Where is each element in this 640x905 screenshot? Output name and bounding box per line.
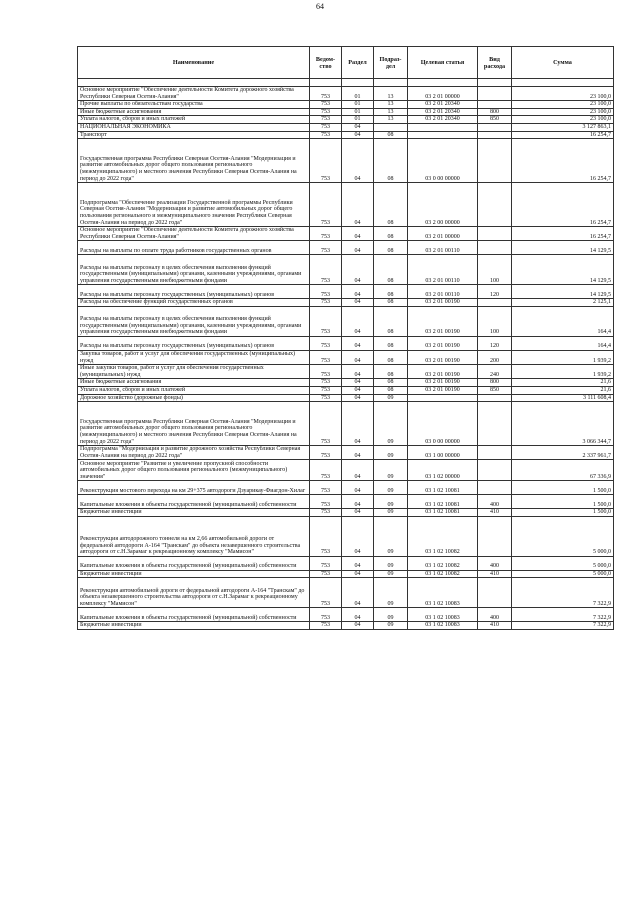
cell-ved: 753 <box>310 386 342 394</box>
cell-sum: 23 100,0 <box>512 116 614 124</box>
cell-sum: 1 500,0 <box>512 481 614 495</box>
cell-podrazdel: 09 <box>374 556 408 570</box>
table-row <box>78 622 614 630</box>
cell-target-article: 03 1 02 10083 <box>408 578 478 608</box>
cell-target-article: 03 2 01 00190 <box>408 379 478 387</box>
cell-name: Государственная программа Республики Северная Осетия-Алания "Модернизация и развитие автомобильных дорог общего пользования регионального (межмуниципального) и местного значения Республики Северная Осетия-Алания на период до 2022 года" <box>78 402 310 446</box>
cell-ved: 753 <box>310 495 342 509</box>
cell-razdel: 04 <box>342 379 374 387</box>
cell-ved: 753 <box>310 460 342 481</box>
cell-ved: 753 <box>310 556 342 570</box>
cell-ved: 753 <box>310 87 342 101</box>
cell-name: Закупка товаров, работ и услуг для обеспечения государственных (муниципальных) нужд <box>78 350 310 364</box>
cell-razdel: 04 <box>342 299 374 307</box>
header-ved: Ведом-ство <box>310 47 342 79</box>
cell-target-article: 03 2 01 00110 <box>408 255 478 285</box>
cell-expense-type: 850 <box>478 116 512 124</box>
cell-podrazdel <box>374 123 408 131</box>
cell-name: НАЦИОНАЛЬНАЯ ЭКОНОМИКА <box>78 123 310 131</box>
cell-target-article: 03 1 00 00000 <box>408 446 478 460</box>
table-row <box>78 608 614 622</box>
cell-expense-type <box>478 578 512 608</box>
cell-sum: 14 129,5 <box>512 285 614 299</box>
cell-name: Бюджетные инвестиции <box>78 622 310 630</box>
cell-target-article: 03 2 01 20340 <box>408 116 478 124</box>
cell-razdel: 04 <box>342 306 374 336</box>
cell-name: Капитальные вложения в объекты государственной (муниципальной) собственности <box>78 556 310 570</box>
table-row <box>78 299 614 307</box>
cell-podrazdel: 08 <box>374 131 408 139</box>
cell-sum: 7 322,9 <box>512 578 614 608</box>
table-row <box>78 227 614 241</box>
cell-sum: 3 066 344,7 <box>512 402 614 446</box>
cell-sum: 1 500,0 <box>512 495 614 509</box>
cell-name: Бюджетные инвестиции <box>78 570 310 578</box>
cell-name: Основное мероприятие "Обеспечение деятельности Комитета дорожного хозяйства Республики Северная Осетия-Алания" <box>78 227 310 241</box>
cell-sum: 3 111 608,4 <box>512 394 614 402</box>
cell-razdel: 04 <box>342 481 374 495</box>
cell-expense-type <box>478 131 512 139</box>
cell-razdel: 04 <box>342 350 374 364</box>
cell-expense-type <box>478 446 512 460</box>
cell-expense-type <box>478 87 512 101</box>
cell-sum: 14 129,5 <box>512 241 614 255</box>
cell-target-article: 03 2 01 20340 <box>408 101 478 109</box>
cell-name: Реконструкция автодорожного тоннеля на км 2,66 автомобильной дороги от федеральной автодороги А-164 "Транскам" до объекта незавершенного строительства автодороги от с.Н.Зарамаг к рекреационному комплексу "Мамисон" <box>78 516 310 556</box>
header-name: Наименование <box>78 47 310 79</box>
table-row <box>78 446 614 460</box>
cell-podrazdel: 08 <box>374 306 408 336</box>
cell-ved: 753 <box>310 578 342 608</box>
cell-expense-type <box>478 299 512 307</box>
cell-expense-type <box>478 516 512 556</box>
cell-sum: 3 127 863,1 <box>512 123 614 131</box>
cell-sum: 14 129,5 <box>512 255 614 285</box>
cell-name: Уплата налогов, сборов и иных платежей <box>78 386 310 394</box>
cell-target-article: 03 1 02 10081 <box>408 509 478 517</box>
cell-name: Иные бюджетные ассигнования <box>78 379 310 387</box>
table-row <box>78 285 614 299</box>
cell-target-article <box>408 394 478 402</box>
cell-expense-type: 120 <box>478 336 512 350</box>
cell-name: Государственная программа Республики Северная Осетия-Алания "Модернизация и развитие автомобильных дорог общего пользования регионального (межмуниципального) и местного значения Республики Северная Осетия-Алания на период до 2022 года" <box>78 139 310 183</box>
cell-target-article: 03 2 01 00190 <box>408 350 478 364</box>
cell-ved: 753 <box>310 123 342 131</box>
table-row <box>78 101 614 109</box>
cell-razdel: 04 <box>342 365 374 379</box>
cell-podrazdel: 08 <box>374 299 408 307</box>
cell-name: Основное мероприятие "Обеспечение деятельности Комитета дорожного хозяйства Республики Северная Осетия-Алания" <box>78 87 310 101</box>
cell-razdel: 04 <box>342 608 374 622</box>
header-target-article: Целевая статья <box>408 47 478 79</box>
cell-target-article: 03 1 02 10081 <box>408 481 478 495</box>
cell-name: Реконструкция автомобильной дороги от федеральной автодороги А-164 "Транскам" до объекта незавершенного строительства автодороги от с.Н.Зарамаг к рекреационному комплексу "Мамисон" <box>78 578 310 608</box>
cell-sum: 67 336,9 <box>512 460 614 481</box>
cell-razdel: 04 <box>342 123 374 131</box>
header-podrazdel: Подраз-дел <box>374 47 408 79</box>
cell-sum: 16 254,7 <box>512 227 614 241</box>
table-row <box>78 116 614 124</box>
cell-sum: 5 000,0 <box>512 516 614 556</box>
cell-name: Подпрограмма "Модернизация и развитие дорожного хозяйства Республики Северная Осетия-Алания на период до 2022 года" <box>78 446 310 460</box>
cell-target-article: 03 1 02 10083 <box>408 622 478 630</box>
cell-name: Капитальные вложения в объекты государственной (муниципальной) собственности <box>78 608 310 622</box>
cell-target-article: 03 2 01 00190 <box>408 306 478 336</box>
cell-sum: 2 337 961,7 <box>512 446 614 460</box>
cell-name: Капитальные вложения в объекты государственной (муниципальной) собственности <box>78 495 310 509</box>
cell-razdel: 04 <box>342 336 374 350</box>
cell-target-article <box>408 123 478 131</box>
cell-target-article: 03 2 00 00000 <box>408 183 478 227</box>
cell-podrazdel: 13 <box>374 101 408 109</box>
cell-ved: 753 <box>310 285 342 299</box>
cell-target-article: 03 2 01 00000 <box>408 227 478 241</box>
cell-ved: 753 <box>310 227 342 241</box>
cell-expense-type: 120 <box>478 285 512 299</box>
header-razdel: Раздел <box>342 47 374 79</box>
table-body <box>78 79 614 630</box>
budget-table <box>77 46 614 630</box>
cell-name: Иные закупки товаров, работ и услуг для обеспечения государственных (муниципальных) нужд <box>78 365 310 379</box>
table-row <box>78 336 614 350</box>
cell-sum: 7 322,9 <box>512 608 614 622</box>
cell-target-article: 03 1 02 10082 <box>408 556 478 570</box>
cell-expense-type: 240 <box>478 365 512 379</box>
cell-razdel: 04 <box>342 227 374 241</box>
cell-podrazdel: 13 <box>374 87 408 101</box>
cell-expense-type <box>478 394 512 402</box>
table-row <box>78 350 614 364</box>
cell-ved: 753 <box>310 101 342 109</box>
cell-podrazdel: 09 <box>374 516 408 556</box>
cell-sum: 23 100,0 <box>512 87 614 101</box>
cell-name: Транспорт <box>78 131 310 139</box>
cell-sum: 2 125,1 <box>512 299 614 307</box>
cell-target-article: 03 0 00 00000 <box>408 139 478 183</box>
cell-razdel: 01 <box>342 101 374 109</box>
cell-target-article: 03 0 00 00000 <box>408 402 478 446</box>
cell-razdel: 04 <box>342 495 374 509</box>
cell-podrazdel: 09 <box>374 394 408 402</box>
cell-expense-type: 410 <box>478 509 512 517</box>
cell-podrazdel: 08 <box>374 227 408 241</box>
cell-expense-type: 850 <box>478 386 512 394</box>
cell-ved: 753 <box>310 516 342 556</box>
cell-podrazdel: 08 <box>374 350 408 364</box>
cell-ved: 753 <box>310 299 342 307</box>
cell-name: Дорожное хозяйство (дорожные фонды) <box>78 394 310 402</box>
cell-expense-type: 100 <box>478 255 512 285</box>
cell-podrazdel: 08 <box>374 379 408 387</box>
cell-ved: 753 <box>310 394 342 402</box>
cell-expense-type: 800 <box>478 379 512 387</box>
cell-expense-type: 410 <box>478 622 512 630</box>
cell-podrazdel: 08 <box>374 386 408 394</box>
cell-target-article: 03 2 01 00190 <box>408 365 478 379</box>
cell-target-article: 03 2 01 00190 <box>408 336 478 350</box>
cell-razdel: 04 <box>342 509 374 517</box>
cell-razdel: 04 <box>342 394 374 402</box>
spacer-row <box>78 79 614 87</box>
table-row <box>78 570 614 578</box>
cell-razdel: 04 <box>342 255 374 285</box>
cell-podrazdel: 13 <box>374 116 408 124</box>
table-header-row <box>78 47 614 79</box>
cell-name: Бюджетные инвестиции <box>78 509 310 517</box>
cell-razdel: 04 <box>342 386 374 394</box>
cell-sum: 5 000,0 <box>512 570 614 578</box>
cell-razdel: 04 <box>342 446 374 460</box>
cell-razdel: 01 <box>342 116 374 124</box>
cell-ved: 753 <box>310 183 342 227</box>
table-row <box>78 183 614 227</box>
cell-ved: 753 <box>310 336 342 350</box>
cell-razdel: 04 <box>342 131 374 139</box>
table-row <box>78 365 614 379</box>
cell-podrazdel: 09 <box>374 495 408 509</box>
cell-name: Расходы на выплаты персоналу в целях обеспечения выполнения функций государственными (муниципальными) органами, казенными учреждениями, органами управления государственными внебюджетными фондами <box>78 255 310 285</box>
cell-ved: 753 <box>310 608 342 622</box>
cell-sum: 16 254,7 <box>512 183 614 227</box>
cell-razdel: 04 <box>342 622 374 630</box>
cell-razdel: 04 <box>342 570 374 578</box>
cell-razdel: 04 <box>342 139 374 183</box>
cell-sum: 21,6 <box>512 379 614 387</box>
cell-sum: 5 000,0 <box>512 556 614 570</box>
cell-sum: 164,4 <box>512 306 614 336</box>
cell-razdel: 04 <box>342 460 374 481</box>
header-sum: Сумма <box>512 47 614 79</box>
cell-razdel: 04 <box>342 578 374 608</box>
cell-expense-type <box>478 123 512 131</box>
table-row <box>78 578 614 608</box>
cell-razdel: 04 <box>342 241 374 255</box>
cell-ved: 753 <box>310 622 342 630</box>
cell-razdel: 04 <box>342 402 374 446</box>
cell-podrazdel: 08 <box>374 285 408 299</box>
cell-name: Расходы на выплаты персоналу государственных (муниципальных) органов <box>78 336 310 350</box>
cell-expense-type: 800 <box>478 108 512 116</box>
cell-ved: 753 <box>310 570 342 578</box>
table-row <box>78 139 614 183</box>
table-row <box>78 509 614 517</box>
table-row <box>78 306 614 336</box>
cell-razdel: 04 <box>342 516 374 556</box>
cell-podrazdel: 13 <box>374 108 408 116</box>
cell-podrazdel: 09 <box>374 509 408 517</box>
cell-ved: 753 <box>310 241 342 255</box>
cell-razdel: 04 <box>342 556 374 570</box>
cell-expense-type: 410 <box>478 570 512 578</box>
table-row <box>78 402 614 446</box>
cell-target-article <box>408 131 478 139</box>
table-row <box>78 108 614 116</box>
cell-name: Расходы на выплаты персоналу государственных (муниципальных) органов <box>78 285 310 299</box>
cell-ved: 753 <box>310 402 342 446</box>
cell-podrazdel: 08 <box>374 139 408 183</box>
cell-podrazdel: 08 <box>374 365 408 379</box>
cell-ved: 753 <box>310 350 342 364</box>
cell-expense-type <box>478 139 512 183</box>
cell-expense-type: 400 <box>478 556 512 570</box>
cell-razdel: 04 <box>342 285 374 299</box>
cell-target-article: 03 1 02 10081 <box>408 495 478 509</box>
cell-name: Основное мероприятие "Развитие и увеличение пропускной способности автомобильных дорог общего пользования регионального (межмуниципального) значения" <box>78 460 310 481</box>
cell-target-article: 03 1 02 10083 <box>408 608 478 622</box>
cell-expense-type <box>478 183 512 227</box>
cell-name: Расходы на выплаты персоналу в целях обеспечения выполнения функций государственными (муниципальными) органами, казенными учреждениями, органами управления государственными внебюджетными фондами <box>78 306 310 336</box>
table-row <box>78 495 614 509</box>
cell-ved: 753 <box>310 108 342 116</box>
cell-podrazdel: 09 <box>374 622 408 630</box>
cell-sum: 16 254,7 <box>512 131 614 139</box>
cell-sum: 164,4 <box>512 336 614 350</box>
cell-ved: 753 <box>310 139 342 183</box>
cell-ved: 753 <box>310 255 342 285</box>
table-row <box>78 394 614 402</box>
cell-expense-type: 400 <box>478 608 512 622</box>
cell-ved: 753 <box>310 446 342 460</box>
table-row <box>78 87 614 101</box>
header-expense-type: Вид расхода <box>478 47 512 79</box>
cell-expense-type: 200 <box>478 350 512 364</box>
cell-target-article: 03 2 01 00190 <box>408 386 478 394</box>
cell-ved: 753 <box>310 116 342 124</box>
cell-expense-type <box>478 101 512 109</box>
cell-ved: 753 <box>310 509 342 517</box>
cell-podrazdel: 08 <box>374 241 408 255</box>
cell-expense-type <box>478 481 512 495</box>
table-row <box>78 516 614 556</box>
cell-name: Реконструкция мостового перехода на км 29+375 автодороги Дзуарикау-Фиагдон-Хилаг <box>78 481 310 495</box>
cell-razdel: 04 <box>342 183 374 227</box>
cell-expense-type <box>478 402 512 446</box>
cell-target-article: 03 2 01 00190 <box>408 299 478 307</box>
cell-expense-type: 100 <box>478 306 512 336</box>
table-row <box>78 460 614 481</box>
table-row <box>78 379 614 387</box>
cell-podrazdel: 08 <box>374 255 408 285</box>
cell-name: Иные бюджетные ассигнования <box>78 108 310 116</box>
table-row <box>78 481 614 495</box>
cell-ved: 753 <box>310 131 342 139</box>
cell-expense-type: 400 <box>478 495 512 509</box>
cell-ved: 753 <box>310 365 342 379</box>
cell-podrazdel: 09 <box>374 481 408 495</box>
cell-podrazdel: 09 <box>374 578 408 608</box>
table-row <box>78 241 614 255</box>
cell-podrazdel: 08 <box>374 183 408 227</box>
cell-name: Подпрограмма "Обеспечение реализации Государственной программы Республики Северная Осетия-Алания "Модернизация и развитие автомобильных дорог общего пользования регионального и межмуниципального значения Республики Северная Осетия-Алания на период до 2022 года" <box>78 183 310 227</box>
page-number: 64 <box>316 2 324 11</box>
cell-sum: 1 939,2 <box>512 365 614 379</box>
cell-razdel: 01 <box>342 87 374 101</box>
cell-name: Прочие выплаты по обязательствам государства <box>78 101 310 109</box>
cell-name: Расходы на обеспечение функций государственных органов <box>78 299 310 307</box>
cell-sum: 21,6 <box>512 386 614 394</box>
cell-podrazdel: 09 <box>374 460 408 481</box>
cell-sum: 23 100,0 <box>512 101 614 109</box>
cell-target-article: 03 1 02 10082 <box>408 516 478 556</box>
cell-target-article: 03 2 01 20340 <box>408 108 478 116</box>
cell-expense-type <box>478 227 512 241</box>
cell-sum: 7 322,9 <box>512 622 614 630</box>
table-row <box>78 123 614 131</box>
cell-target-article: 03 1 02 00000 <box>408 460 478 481</box>
cell-podrazdel: 09 <box>374 402 408 446</box>
cell-sum: 1 500,0 <box>512 509 614 517</box>
cell-name: Уплата налогов, сборов и иных платежей <box>78 116 310 124</box>
cell-sum: 1 939,2 <box>512 350 614 364</box>
cell-name: Расходы на выплаты по оплате труда работников государственных органов <box>78 241 310 255</box>
cell-ved: 753 <box>310 379 342 387</box>
cell-sum: 16 254,7 <box>512 139 614 183</box>
cell-podrazdel: 09 <box>374 570 408 578</box>
cell-podrazdel: 09 <box>374 446 408 460</box>
cell-razdel: 01 <box>342 108 374 116</box>
cell-target-article: 03 1 02 10082 <box>408 570 478 578</box>
cell-target-article: 03 2 01 00110 <box>408 241 478 255</box>
cell-podrazdel: 09 <box>374 608 408 622</box>
cell-sum: 23 100,0 <box>512 108 614 116</box>
table-row <box>78 556 614 570</box>
cell-ved: 753 <box>310 481 342 495</box>
cell-podrazdel: 08 <box>374 336 408 350</box>
table-row <box>78 386 614 394</box>
cell-expense-type <box>478 241 512 255</box>
cell-target-article: 03 2 01 00110 <box>408 285 478 299</box>
cell-ved: 753 <box>310 306 342 336</box>
table-row <box>78 131 614 139</box>
cell-expense-type <box>478 460 512 481</box>
cell-target-article: 03 2 01 00000 <box>408 87 478 101</box>
table-row <box>78 255 614 285</box>
